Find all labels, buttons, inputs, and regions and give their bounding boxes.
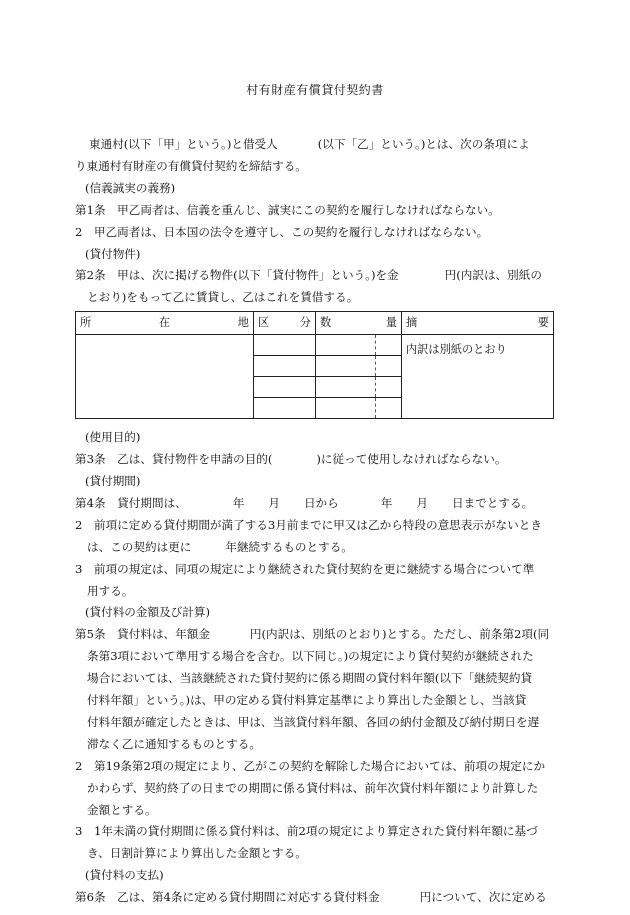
quantity-cell — [316, 377, 376, 398]
header-location: 所 在 地 — [76, 312, 254, 335]
header-quantity: 数 量 — [316, 312, 402, 335]
category-cell — [254, 356, 316, 377]
header-category: 区 分 — [254, 312, 316, 335]
article-1-para-1: 第1条 甲乙両者は、信義を重んじ、誠実にこの契約を履行しなければならない。 — [75, 202, 500, 217]
heading-article-4: (貸付期間) — [85, 473, 141, 488]
location-cell — [76, 335, 254, 419]
article-5-line-5: 付料年額が確定したときは、甲は、当該貸付料年額、各回の納付金額及び納付期日を遅 — [87, 714, 540, 729]
remarks-cell: 内訳は別紙のとおり — [402, 335, 554, 419]
article-6-line-1: 第6条 乙は、第4条に定める貸付期間に対応する貸付料金 円について、次に定める — [75, 890, 547, 905]
unit-cell — [376, 335, 402, 356]
article-5-line-3: 場合においては、当該継続された貸付契約に係る期間の貸付料年額(以下「継続契約貸 — [87, 671, 533, 686]
article-4-para-3-line-1: 3 前項の規定は、同項の規定により継続された貸付契約を更に継続する場合について準 — [75, 561, 535, 576]
property-table-header — [76, 312, 554, 335]
document-title: 村有財産有償貸付契約書 — [246, 83, 384, 97]
article-3-line: 第3条 乙は、貸付物件を申請の目的( )に従って使用しなければならない。 — [75, 452, 507, 467]
unit-cell — [376, 356, 402, 377]
article-2-line-2: とおり)をもって乙に賃貸し、乙はこれを賃借する。 — [87, 290, 359, 305]
article-2-line-1: 第2条 甲は、次に掲げる物件(以下「貸付物件」という。)を金 円(内訳は、別紙の — [75, 268, 542, 283]
article-5-para-2-line-3: 金額とする。 — [87, 802, 157, 817]
article-5-para-2-line-2: かわらず、契約終了の日までの期間に係る貸付料は、前年次貸付料年額により計算した — [87, 780, 539, 795]
intro-line-2: り東通村有財産の有償貸付契約を締結する。 — [75, 158, 307, 173]
article-5-line-1: 第5条 貸付料は、年額金 円(内訳は、別紙のとおり)とする。ただし、前条第2項(同 — [75, 627, 550, 642]
article-5-para-3-line-2: き、日割計算により算出した金額とする。 — [87, 846, 307, 861]
category-cell — [254, 377, 316, 398]
heading-article-2: (貸付物件) — [85, 246, 141, 261]
intro-line-1: 東通村(以下「甲」という。)と借受人 (以下「乙」という。)とは、次の条項によ — [89, 137, 530, 151]
document-body — [75, 134, 553, 909]
heading-article-6: (貸付料の支払) — [85, 868, 164, 883]
quantity-cell — [316, 398, 376, 419]
unit-cell — [376, 377, 402, 398]
category-cell — [254, 398, 316, 419]
heading-article-5: (貸付料の金額及び計算) — [85, 605, 210, 620]
quantity-cell — [316, 356, 376, 377]
category-cell — [254, 335, 316, 356]
article-5-para-3-line-1: 3 1年未満の貸付期間に係る貸付料は、前2項の規定により算定された貸付料年額に基づ — [75, 824, 538, 839]
article-4-para-2-line-2: は、この契約は更に 年継続するものとする。 — [87, 539, 353, 554]
article-4-para-2-line-1: 2 前項に定める貸付期間が満了する3月前までに甲又は乙から特段の意思表示がないとき — [75, 517, 542, 532]
unit-cell — [376, 398, 402, 419]
article-5-line-6: 滞なく乙に通知するものとする。 — [87, 736, 261, 751]
table-row — [76, 335, 554, 356]
quantity-cell — [316, 335, 376, 356]
heading-article-3: (使用目的) — [85, 430, 141, 445]
heading-article-1: (信義誠実の義務) — [85, 180, 176, 195]
header-remarks: 摘 要 — [402, 312, 554, 335]
article-4-para-3-line-2: 用する。 — [87, 583, 134, 598]
property-table — [75, 311, 554, 419]
article-5-para-2-line-1: 2 第19条第2項の規定により、乙がこの契約を解除した場合においては、前項の規定にか — [75, 758, 546, 773]
article-5-line-4: 付料年額」という。)は、甲の定める貸付料算定基準により算出した金額とし、当該貸 — [87, 693, 527, 708]
article-5-line-2: 条第3項において準用する場合を含む。以下同じ。)の規定により貸付契約が継続された — [87, 649, 534, 664]
article-4-line-1: 第4条 貸付期間は、 年 月 日から 年 月 日までとする。 — [75, 495, 534, 510]
article-1-para-2: 2 甲乙両者は、日本国の法令を遵守し、この契約を履行しなければならない。 — [75, 224, 489, 239]
